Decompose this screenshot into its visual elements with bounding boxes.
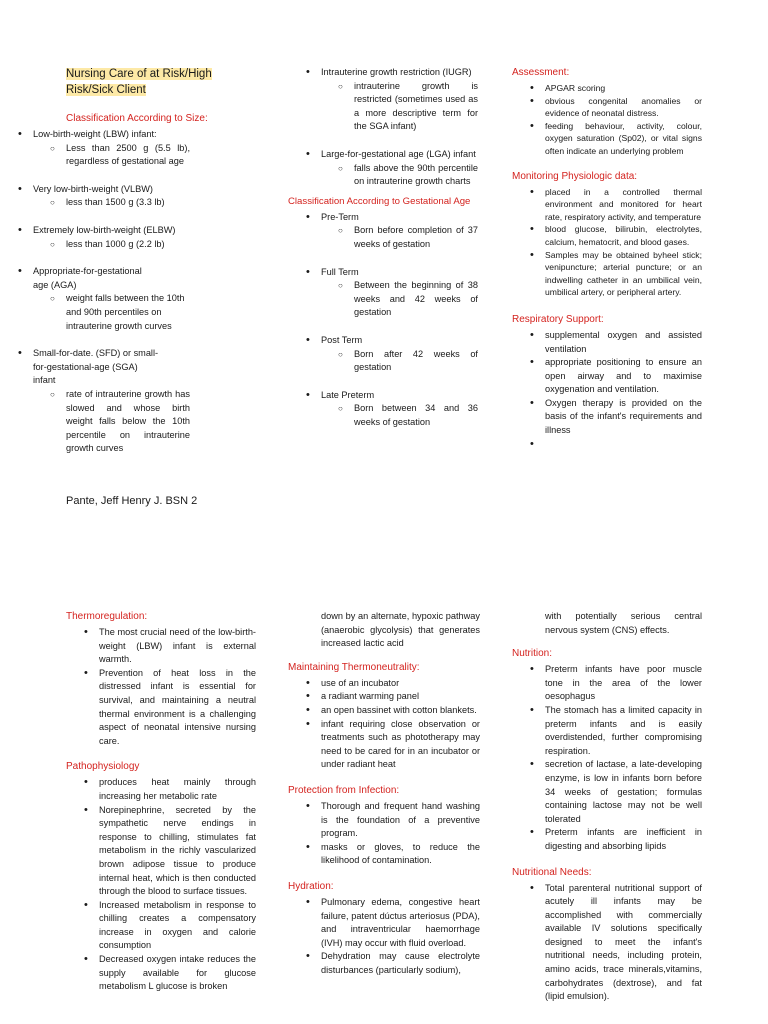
pathophysiology-list: [66, 776, 256, 994]
list-item: • secretion of lactase, a late-developing enzyme, is low in infants born before 34 weeks of gestation; formulas containing lactose may not be well tolerated: [512, 758, 702, 826]
continuation-text: down by an alternate, hypoxic pathway (anaerobic glycolysis) that generates increased lactic acid: [321, 611, 480, 649]
gestational-age-heading: Classification According to Gestational Age: [288, 195, 471, 207]
list-item: • infant requiring close observation or treatments such as phototherapy may need to be cared for in an incubator or under radiant heat: [288, 718, 480, 772]
page-title: Nursing Care of at Risk/High Risk/Sick Client: [66, 68, 212, 96]
gestational-age-list: [288, 211, 480, 430]
list-sub-item: ○ less than 1500 g (3.3 lb): [0, 196, 190, 210]
list-item: • placed in a controlled thermal environment and monitored for heart rate, respiratory activity, and temperature: [512, 186, 702, 224]
list-sub-item: ○ Born after 42 weeks of gestation: [288, 348, 478, 375]
monitoring-heading: Monitoring Physiologic data:: [512, 170, 638, 182]
size-classification-heading: Classification According to Size:: [66, 113, 208, 124]
page1-column-1: [33, 66, 256, 456]
list-item: • Thorough and frequent hand washing is the foundation of a preventive program.: [288, 800, 480, 841]
list-item: • Small-for-date. (SFD) or small-for-gestational-age (SGA) infant: [0, 347, 161, 388]
page2-column-3: [512, 610, 702, 1004]
list-sub-item: ○ Born before completion of 37 weeks of gestation: [288, 224, 478, 251]
nutritional-needs-list: [512, 882, 702, 1004]
list-item: • Norepinephrine, secreted by the sympathetic nerve endings in response to chilling, stimulates fat metabolism in the richly vascularized brown adipose tissue to produce internal heat, which is then conducted through the blood to surface tissues.: [66, 804, 256, 899]
nutrition-heading: Nutrition:: [512, 648, 553, 660]
list-item: • Full Term: [288, 266, 480, 280]
list-item: • use of an incubator: [288, 677, 480, 691]
list-item: • APGAR scoring: [512, 82, 702, 95]
page-title-wrap: [66, 66, 256, 98]
respiratory-list: [512, 329, 702, 452]
pathophysiology-heading: Pathophysiology: [66, 761, 140, 773]
list-sub-item: ○ less than 1000 g (2.2 lb): [0, 238, 190, 252]
list-item: • feeding behaviour, activity, colour, oxygen saturation (Sp02), or vital signs often indicate an underlying problem: [512, 120, 702, 158]
list-item: • Samples may be obtained byheel stick; venipuncture; arterial puncture; or an indwelling catheter in an umbilical vein, umbilical artery, or peripheral artery.: [512, 249, 702, 299]
thermoregulation-list: [66, 626, 256, 748]
infection-protection-heading: Protection from Infection:: [288, 784, 400, 796]
list-item: • masks or gloves, to reduce the likelihood of contamination.: [288, 841, 480, 868]
respiratory-support-heading: Respiratory Support:: [512, 313, 604, 325]
list-item: • Appropriate-for-gestational age (AGA): [0, 265, 155, 292]
page2-column-2: [288, 610, 480, 977]
list-sub-item: ○ Less than 2500 g (5.5 lb), regardless of gestational age: [0, 142, 190, 169]
thermoneutrality-heading: Maintaining Thermoneutrality:: [288, 661, 420, 673]
continuation-text: with potentially serious central nervous system (CNS) effects.: [545, 611, 702, 635]
list-item: • Total parenteral nutritional support of acutely ill infants may be accomplished with commercially available IV solutions specifically designed to meet the infant's nutritional needs, including protein, amino acids, trace minerals,vitamins, carbohydrates (dextrose), and fat (lipid emulsion).: [512, 882, 702, 1004]
infection-protection-list: [288, 800, 480, 868]
list-item: • The most crucial need of the low-birth-weight (LBW) infant is external warmth.: [66, 626, 256, 667]
list-item: • Decreased oxygen intake reduces the supply available for glucose metabolism L glucose is broken: [66, 953, 256, 994]
list-item: • Preterm infants have poor muscle tone in the area of the lower oesophagus: [512, 663, 702, 704]
list-item: • Preterm infants are inefficient in digesting and absorbing lipids: [512, 826, 702, 853]
list-item: • Extremely low-birth-weight (ELBW): [0, 224, 256, 238]
list-item: • Intrauterine growth restriction (IUGR): [288, 66, 480, 80]
nutritional-needs-heading: Nutritional Needs:: [512, 866, 592, 878]
list-item: • Very low-birth-weight (VLBW): [0, 183, 256, 197]
list-item: • Late Preterm: [288, 389, 480, 403]
list-item: • an open bassinet with cotton blankets.: [288, 704, 480, 718]
list-item: • Prevention of heat loss in the distressed infant is essential for survival, and maintaining a neutral thermal environment is a challenging aspect of neonatal intensive nursing care.: [66, 667, 256, 749]
list-item-empty: [512, 438, 702, 452]
list-sub-item: ○ falls above the 90th percentile on intrauterine growth charts: [288, 162, 478, 189]
list-item: • Post Term: [288, 334, 480, 348]
nutrition-list: [512, 663, 702, 853]
list-item: • blood glucose, bilirubin, electrolytes, calcium, hematocrit, and blood gases.: [512, 223, 702, 248]
list-sub-item: ○ intrauterine growth is restricted (sometimes used as a more descriptive term for the SGA infant): [288, 80, 478, 134]
thermoregulation-heading: Thermoregulation:: [66, 611, 148, 622]
list-item: • Pulmonary edema, congestive heart failure, patent dúctus arteriosus (PDA), and intraventricular haemorrhage (IVH) may occur with fluid overload.: [288, 896, 480, 950]
list-sub-item: ○ rate of intrauterine growth has slowed and whose birth weight falls below the 10th percentile on intrauterine growth curves: [0, 388, 190, 456]
list-item: • Large-for-gestational age (LGA) infant: [288, 148, 478, 162]
list-item: • Oxygen therapy is provided on the basis of the infant's requirements and illness: [512, 397, 702, 438]
page2-column-1: [66, 610, 256, 994]
list-item: • Dehydration may cause electrolyte disturbances (particularly sodium),: [288, 950, 480, 977]
list-sub-item: ○ weight falls between the 10th and 90th percentiles on intrauterine growth curves: [0, 292, 190, 333]
list-item: • Increased metabolism in response to chilling creates a compensatory increase in oxygen and calorie consumption: [66, 899, 256, 953]
growth-list: [288, 66, 480, 189]
assessment-list: [512, 82, 702, 158]
monitoring-list: [512, 186, 702, 299]
thermoneutrality-list: [288, 677, 480, 772]
list-item: • appropriate positioning to ensure an open airway and to maximise oxygenation and ventilation.: [512, 356, 702, 397]
list-item: • obvious congenital anomalies or evidence of neonatal distress.: [512, 95, 702, 120]
list-item: • supplemental oxygen and assisted ventilation: [512, 329, 702, 356]
page1-column-3: [512, 66, 702, 452]
list-item: • Low-birth-weight (LBW) infant:: [0, 128, 256, 142]
hydration-heading: Hydration:: [288, 880, 334, 892]
hydration-list: [288, 896, 480, 978]
list-sub-item: ○ Between the beginning of 38 weeks and 42 weeks of gestation: [288, 279, 478, 320]
list-sub-item: ○ Born between 34 and 36 weeks of gestation: [288, 402, 478, 429]
author-name: Pante, Jeff Henry J. BSN 2: [66, 495, 198, 507]
list-item: • Pre-Term: [288, 211, 480, 225]
list-item: • a radiant warming panel: [288, 690, 480, 704]
assessment-heading: Assessment:: [512, 67, 570, 78]
list-item: • The stomach has a limited capacity in preterm infants and is easily overdistended, further compromising respiration.: [512, 704, 702, 758]
list-item: • produces heat mainly through increasing her metabolic rate: [66, 776, 256, 803]
size-classification-list: [0, 128, 256, 456]
page1-column-2: [288, 66, 480, 429]
